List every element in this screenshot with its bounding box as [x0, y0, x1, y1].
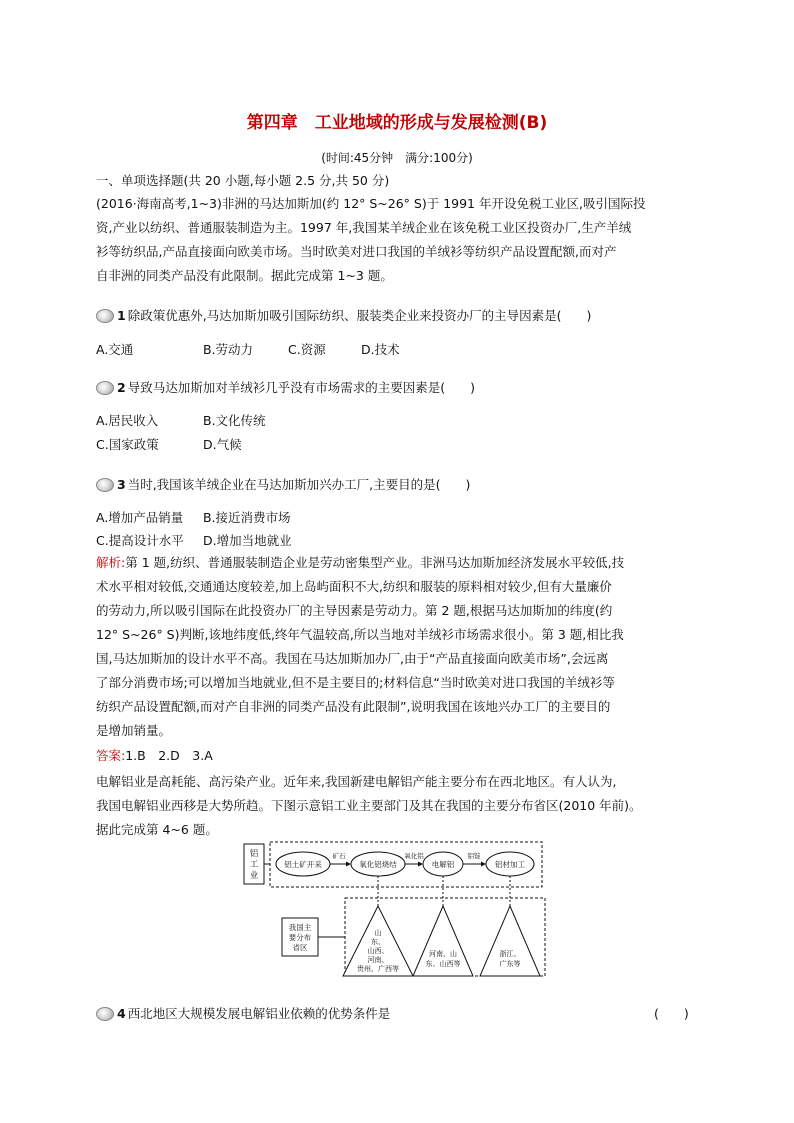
industry-label-char: 业 [249, 871, 259, 881]
passage-line: 资,产业以纺织、普通服装制造为主。1997 年,我国某羊绒企业在该免税工业区投资办厂,生产羊绒 [96, 220, 632, 235]
option-c: C.提高设计水平 [96, 533, 184, 548]
answer [96, 747, 213, 765]
province-label: 浙江、 [499, 950, 521, 958]
question-bullet-icon [96, 381, 114, 394]
question-number: 4 [117, 1005, 126, 1021]
analysis-line: 术水平相对较低,交通通达度较差,加上岛屿面积不大,纺织和服装的原料相对较少,但有大量廉价 [96, 579, 612, 594]
distribution-label-line: 要分布 [288, 933, 312, 942]
stage-label: 铝土矿开采 [284, 860, 322, 869]
province-label: 山 [374, 929, 382, 937]
option-b: B.劳动力 [203, 342, 254, 357]
passage-line: (2016·海南高考,1~3)非洲的马达加斯加(约 12° S~26° S)于 1991 年开设免税工业区,吸引国际投 [96, 196, 646, 211]
analysis-line: 第 1 题,纺织、普通服装制造企业是劳动密集型产业。非洲马达加斯加经济发展水平较低,技 [125, 555, 625, 570]
option-d: D.增加当地就业 [203, 533, 292, 548]
stage-label: 铝材加工 [495, 860, 525, 869]
question-1 [96, 306, 591, 324]
answer-text: 1.B 2.D 3.A [125, 748, 213, 763]
question-3 [96, 475, 470, 493]
province-label: 山西、 [367, 947, 389, 955]
question-bullet-icon [96, 478, 114, 491]
option-a: A.居民收入 [96, 413, 159, 428]
option-d: D.技术 [361, 342, 400, 357]
province-label: 广东等 [499, 960, 521, 968]
passage-line: 衫等纺织品,产品直接面向欧美市场。当时欧美对进口我国的羊绒衫等纺织产品设置配额,而对产 [96, 244, 617, 259]
stage-label: 氧化铝烧结 [359, 860, 397, 869]
province-label: 河南、 [367, 956, 389, 964]
page-title: 第四章 工业地域的形成与发展检测(B) [246, 113, 548, 133]
section-heading: 一、单项选择题(共 20 小题,每小题 2.5 分,共 50 分) [96, 173, 390, 188]
analysis-line: 国,马达加斯加的设计水平不高。我国在马达加斯加办厂,由于“产品直接面向欧美市场”,会远离 [96, 651, 609, 666]
option-a: A.交通 [96, 342, 134, 357]
analysis-line: 纺织产品设置配额,而对产自非洲的同类产品没有此限制”,说明我国在该地兴办工厂的主要目的 [96, 699, 611, 714]
question-text: 西北地区大规模发展电解铝业依赖的优势条件是 [127, 1006, 391, 1021]
analysis-line: 的劳动力,所以吸引国际在此投资办厂的主导因素是劳动力。第 2 题,根据马达加斯加的纬度(约 [96, 603, 613, 618]
flow-label: 铝锭 [467, 852, 481, 860]
question-text: 当时,我国该羊绒企业在马达加斯加兴办工厂,主要目的是( ) [127, 477, 471, 492]
analysis-label: 解析: [96, 555, 126, 570]
distribution-label-line: 省区 [292, 943, 308, 952]
province-label: 河南、山 [429, 950, 457, 958]
industry-label-char: 工 [249, 860, 259, 870]
analysis-line: 了部分消费市场;可以增加当地就业,但不是主要目的;材料信息“当时欧美对进口我国的羊绒衫等 [96, 675, 615, 690]
option-b: B.接近消费市场 [203, 510, 291, 525]
question-2 [96, 378, 475, 396]
industry-label-char: 铝 [249, 849, 259, 859]
page-subtitle: (时间:45分钟 满分:100分) [321, 151, 473, 165]
option-b: B.文化传统 [203, 413, 266, 428]
question-4 [96, 1004, 390, 1022]
province-label: 东、山西等 [425, 960, 461, 968]
analysis-line: 12° S~26° S)判断,该地纬度低,终年气温较高,所以当地对羊绒衫市场需求很小。第 3 题,相比我 [96, 627, 624, 642]
option-d: D.气候 [203, 437, 242, 452]
stage-label: 电解铝 [431, 860, 455, 869]
analysis-line: 是增加销量。 [96, 723, 172, 738]
answer-blank: ( ) [654, 1006, 689, 1021]
question-number: 3 [117, 476, 126, 492]
passage-line: 自非洲的同类产品没有此限制。据此完成第 1~3 题。 [96, 268, 393, 283]
passage-line: 电解铝业是高耗能、高污染产业。近年来,我国新建电解铝产能主要分布在西北地区。有人认为, [96, 774, 617, 789]
question-bullet-icon [96, 309, 114, 322]
province-label: 贵州、广西等 [357, 965, 399, 973]
question-bullet-icon [96, 1007, 114, 1020]
province-label: 东、 [371, 938, 385, 946]
passage-line: 据此完成第 4~6 题。 [96, 822, 218, 837]
question-text: 除政策优惠外,马达加斯加吸引国际纺织、服装类企业来投资办厂的主导因素是( ) [127, 308, 592, 323]
flow-label: 氧化铝 [404, 852, 424, 860]
flow-label: 矿石 [332, 852, 346, 860]
question-number: 1 [117, 307, 126, 323]
distribution-label-line: 我国主 [288, 923, 312, 932]
option-c: C.国家政策 [96, 437, 159, 452]
passage-line: 我国电解铝业西移是大势所趋。下图示意铝工业主要部门及其在我国的主要分布省区(2010 年前)。 [96, 798, 642, 813]
aluminum-industry-diagram [240, 838, 550, 980]
option-c: C.资源 [288, 342, 326, 357]
question-text: 导致马达加斯加对羊绒衫几乎没有市场需求的主要因素是( ) [127, 380, 475, 395]
option-a: A.增加产品销量 [96, 510, 184, 525]
question-number: 2 [117, 379, 126, 395]
answer-label: 答案: [96, 748, 126, 763]
